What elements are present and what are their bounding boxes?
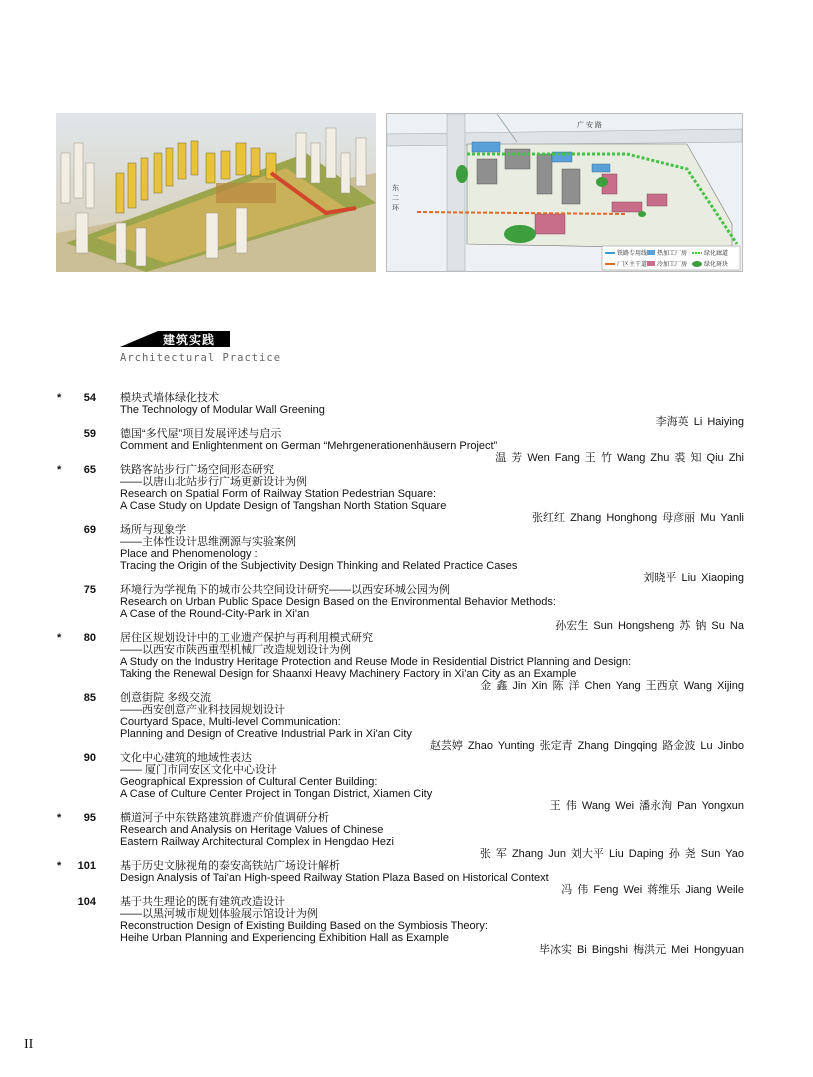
toc-title-line: A Case Study on Update Design of Tangshan North Station Square — [120, 500, 447, 512]
toc-title-cn: 场所与现象学 — [120, 524, 186, 536]
toc-title-line: A Case of the Round-City-Park in Xi'an — [120, 608, 310, 620]
toc-title-line: A Study on the Industry Heritage Protection and Reuse Mode in Residential District Planning and Design: — [120, 656, 632, 668]
legend-green-patch: 绿化斑块 — [704, 262, 729, 268]
toc-authors: 王 伟 Wang Wei 潘永洵 Pan Yongxun — [549, 800, 744, 812]
toc-title-line: ——西安创意产业科技园规划设计 — [120, 704, 285, 716]
legend-rail: 铁路专用线 — [617, 251, 648, 257]
road-label-left: 东二环 — [392, 185, 399, 212]
toc-title-line: Place and Phenomenology : — [120, 548, 258, 560]
toc-title-cn: 模块式墙体绿化技术 — [120, 392, 219, 404]
recommended-star: * — [57, 860, 62, 872]
aerial-rendering-image — [56, 113, 376, 272]
toc-title-cn: 文化中心建筑的地域性表达 — [120, 752, 252, 764]
toc-title-line: ——以唐山北站步行广场更新设计为例 — [120, 476, 307, 488]
recommended-star: * — [57, 392, 62, 404]
toc-title-cn: 铁路客站步行广场空间形态研究 — [120, 464, 274, 476]
toc-title-line: Taking the Renewal Design for Shaanxi Heavy Machinery Factory in Xi'an City as an Example — [120, 668, 577, 680]
toc-title-cn: 德国“多代屋”项目发展评述与启示 — [120, 428, 282, 440]
toc-page-number: 104 — [77, 896, 96, 908]
toc-title-line: Design Analysis of Tai'an High-speed Railway Station Plaza Based on Historical Context — [120, 872, 549, 884]
toc-authors: 刘晓平 Liu Xiaoping — [643, 572, 744, 584]
toc-page-number: 59 — [83, 428, 96, 440]
toc-title-line: ——主体性设计思维溯源与实验案例 — [120, 536, 296, 548]
aerial-rendering-drawing — [56, 113, 376, 272]
toc-title-line: Heihe Urban Planning and Experiencing Exhibition Hall as Example — [120, 932, 449, 944]
toc-page-number: 90 — [83, 752, 96, 764]
toc-title-line: The Technology of Modular Wall Greening — [120, 404, 325, 416]
recommended-star: * — [57, 632, 62, 644]
toc-authors: 温 芳 Wen Fang 王 竹 Wang Zhu 裘 知 Qiu Zhi — [495, 452, 744, 464]
toc-page-number: 65 — [83, 464, 96, 476]
section-title-cn: 建筑实践 — [163, 333, 216, 347]
site-plan-map — [386, 113, 743, 272]
toc-title-line: Tracing the Origin of the Subjectivity Design Thinking and Related Practice Cases — [120, 560, 518, 572]
toc-title-cn: 环境行为学视角下的城市公共空间设计研究——以西安环城公园为例 — [120, 584, 450, 596]
toc-title-line: Geographical Expression of Cultural Center Building: — [120, 776, 378, 788]
legend-hot-plant: 热加工厂房 — [657, 251, 688, 257]
toc-page-number: 75 — [83, 584, 96, 596]
legend-cold-plant: 冷加工厂房 — [657, 262, 688, 268]
toc-title-cn: 基于历史文脉视角的泰安高铁站广场设计解析 — [120, 860, 340, 872]
toc-title-line: ——以西安市陕西重型机械厂改造规划设计为例 — [120, 644, 351, 656]
toc-title-line: Research on Spatial Form of Railway Station Pedestrian Square: — [120, 488, 437, 500]
recommended-star: * — [57, 464, 62, 476]
toc-title-line: Research on Urban Public Space Design Based on the Environmental Behavior Methods: — [120, 596, 556, 608]
toc-title-cn: 居住区规划设计中的工业遗产保护与再利用模式研究 — [120, 632, 373, 644]
toc-page-number: 80 — [83, 632, 96, 644]
road-label-top: 广 安 路 — [577, 122, 602, 129]
toc-title-line: Research and Analysis on Heritage Values of Chinese — [120, 824, 384, 836]
toc-title-line: Reconstruction Design of Existing Building Based on the Symbiosis Theory: — [120, 920, 488, 932]
section-heading — [120, 330, 282, 370]
toc-authors: 张 军 Zhang Jun 刘大平 Liu Daping 孙 尧 Sun Yao — [479, 848, 744, 860]
toc-page-number: 69 — [83, 524, 96, 536]
toc-authors: 张红红 Zhang Honghong 母彦丽 Mu Yanli — [532, 512, 744, 524]
legend-main-road: 厂区主干道 — [617, 262, 648, 268]
toc-authors: 冯 伟 Feng Wei 蒋维乐 Jiang Weile — [561, 884, 744, 896]
toc-authors: 孙宏生 Sun Hongsheng 苏 钠 Su Na — [555, 620, 744, 632]
toc-title-line: Comment and Enlightenment on German “Mehrgenerationenhäusern Project” — [120, 440, 498, 452]
page-number: II — [24, 1037, 34, 1052]
toc-page-number: 85 — [83, 692, 96, 704]
site-plan-drawing — [387, 114, 742, 271]
toc-title-line: ——以黑河城市规划体验展示馆设计为例 — [120, 908, 318, 920]
toc-title-line: A Case of Culture Center Project in Tongan District, Xiamen City — [120, 788, 433, 800]
toc-title-line: —— 厦门市同安区文化中心设计 — [120, 764, 278, 776]
toc-authors: 金 鑫 Jin Xin 陈 洋 Chen Yang 王西京 Wang Xijing — [480, 680, 744, 692]
toc-page-number: 101 — [77, 860, 96, 872]
toc-authors: 毕冰实 Bi Bingshi 梅洪元 Mei Hongyuan — [538, 944, 744, 956]
toc-authors: 赵芸婷 Zhao Yunting 张定青 Zhang Dingqing 路金波 Lu Jinbo — [429, 740, 744, 752]
toc-title-cn: 横道河子中东铁路建筑群遗产价值调研分析 — [120, 812, 329, 824]
legend-green-corridor: 绿化廊道 — [704, 251, 729, 257]
toc-title-cn: 基于共生理论的既有建筑改造设计 — [120, 896, 285, 908]
toc-title-line: Eastern Railway Architectural Complex in Hengdao Hezi — [120, 836, 394, 848]
toc-title-cn: 创意街院 多级交流 — [120, 692, 212, 704]
toc-page-number: 54 — [83, 392, 96, 404]
section-title-en: Architectural Practice — [120, 352, 282, 364]
toc-authors: 李海英 Li Haiying — [655, 416, 744, 428]
toc-title-line: Courtyard Space, Multi-level Communication: — [120, 716, 341, 728]
toc-page-number: 95 — [83, 812, 96, 824]
recommended-star: * — [57, 812, 62, 824]
toc-title-line: Planning and Design of Creative Industrial Park in Xi'an City — [120, 728, 412, 740]
